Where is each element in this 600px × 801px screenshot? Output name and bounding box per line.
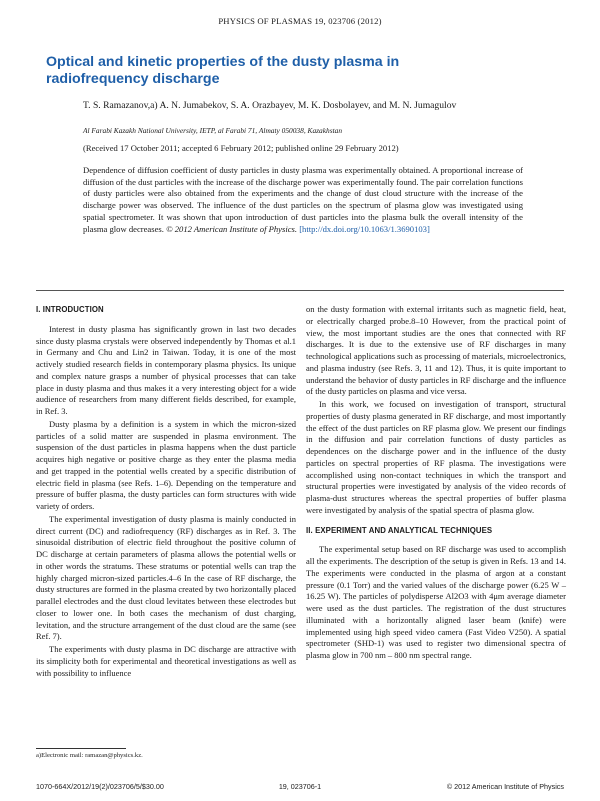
abstract-divider: [36, 290, 564, 291]
intro-continuation: on the dusty formation with external irritants such as magnetic field, heat, or electrically charged probe.8–10 However, from the practical point of view, the most important studies are the ones that connected with RF discharges. It is due to the extensive use of RF discharges in many technological applications such as processing of materials, microelectronics, and plasma industry (see Refs. 3, 11 and 12). Thus, it is quite important to understand the behavior of dusty particles in RF discharge and the influence of the dusty particles on plasma and vice versa.: [306, 304, 566, 397]
abstract-text: Dependence of diffusion coefficient of dusty particles in dusty plasma was experimentally obtained. A proportional increase of diffusion of the dust particles with the increase of the discharge power was experimentally found. The pair correlation functions of dusty particles were also obtained from the experiments and the change of dust cloud structure with the increase of the discharge power was observed. The influence of the dust particles on the spectrum of plasma glow was investigated using spatial spectrometer. It was shown that upon introduction of dust particles into the plasma bulk the overall intensity of the plasma glow decreases.: [83, 165, 523, 234]
footer-page-number: 19, 023706-1: [278, 782, 322, 791]
section-heading-introduction: I. INTRODUCTION: [36, 305, 104, 314]
footnote-divider: [36, 748, 126, 749]
experiment-paragraph-1: The experimental setup based on RF discharge was used to accomplish all the experiments. The description of the setup is given in Refs. 13 and 14. The experiments were conducted in the plasma of argon at a constant pressure (0.1 Torr) and the varied values of the discharge power (6.25 W – 16.25 W). The particles of polydisperse Al2O3 with 4μm average diameter were used as the dust particles. The registration of the dust structures illuminated with a horizontally aligned laser beam (knife) were implemented using high speed video camera (Fast Video V250). A spatial spectrometer (SHD-1) was used to register two dimensional spectra of plasma glow in 700 nm – 800 nm spectral range.: [306, 544, 566, 660]
intro-paragraph-4: The experiments with dusty plasma in DC discharge are attractive with its simplicity both for experimental and theoretical investigations as well as with possibility to influence: [36, 644, 296, 678]
intro-paragraph-1: Interest in dusty plasma has significantly grown in last two decades since dusty plasma crystals were observed independently by Thomas et al.1 in Germany and Chu and Lin2 in Taiwan. Today, it is one of the most actively studied research fields in contemporary plasma physics. Its unique and complex nature grasps a number of physical processes that can take place in dusty plasma and thus makes it a very interesting object for a wide audience of researchers from many different fields described, for example, in Ref. 3.: [36, 323, 296, 416]
received-dates: (Received 17 October 2011; accepted 6 February 2012; published online 29 February 2012): [83, 143, 399, 153]
affiliation: Al Farabi Kazakh National University, IETP, al Farabi 71, Almaty 050038, Kazakhstan: [83, 126, 343, 135]
footnote: a)Electronic mail: ramazan@physics.kz.: [36, 752, 143, 759]
running-head: PHYSICS OF PLASMAS 19, 023706 (2012): [218, 16, 382, 26]
author-list: T. S. Ramazanov,a) A. N. Jumabekov, S. A. Orazbayev, M. K. Dosbolayev, and M. N. Jumagulov: [83, 100, 457, 111]
footer-issn: 1070-664X/2012/19(2)/023706/5/$30.00: [36, 782, 164, 791]
right-column: [306, 304, 566, 662]
doi-link[interactable]: [http://dx.doi.org/10.1063/1.3690103]: [299, 223, 430, 234]
intro-paragraph-3: The experimental investigation of dusty plasma is mainly conducted in direct current (DC) and radiofrequency (RF) discharges as in Ref. 3. The sinusoidal distribution of electric field throughout the positive column of DC discharge at certain parameters of plasma allows the potential wells or in other words the stratums. These stratums or potential wells can trap the highly charged micron-sized particles.4–6 In the case of RF discharge, the dusty structures are formed in the plasma created by two horizontally placed parallel electrodes and the dust cloud levitates between these electrodes but closer to lower one. In both cases the mechanism of dust charging, levitation, and the structure arrangement of the dust cloud are the same (see Ref. 7).: [36, 513, 296, 642]
left-column: [36, 304, 296, 679]
intro-paragraph-2: Dusty plasma by a definition is a system in which the micron-sized particles of a solid matter are suspended in plasma environment. The suspension of the dust particles in plasma happens when the dust particle acquires high negative or positive charge as they enter the plasma media and get trapped in the potential wells created by a specific distribution of electric field in plasma (see Refs. 1–6). Depending on the temperature and pressure of buffer plasma, the dusty particles can form structures with wide variety of orders.: [36, 418, 296, 511]
footer-copyright: © 2012 American Institute of Physics: [446, 782, 564, 791]
abstract-copyright: © 2012 American Institute of Physics.: [166, 223, 298, 234]
paper-title: Optical and kinetic properties of the dusty plasma in radiofrequency discharge: [46, 54, 400, 87]
abstract: [83, 165, 523, 235]
intro-paragraph-5: In this work, we focused on investigation of transport, structural properties of dusty plasma generated in RF discharge, and most importantly the effect of the dust particles on RF plasma glow. We present our findings in the diffusion and pair correlation functions of dusty particles as dependences on the discharge power and in the influence of the dusty particles on spectral properties of RF plasma. The investigations were accomplished using non-contact techniques in which the transport and structural properties were investigated by analysis of the video records of plasma-dust structures whereas the spectral properties of buffer plasma were investigated by analysis of the spatial spectra of plasma glow.: [306, 399, 566, 515]
section-heading-experiment: II. EXPERIMENT AND ANALYTICAL TECHNIQUES: [306, 525, 493, 535]
